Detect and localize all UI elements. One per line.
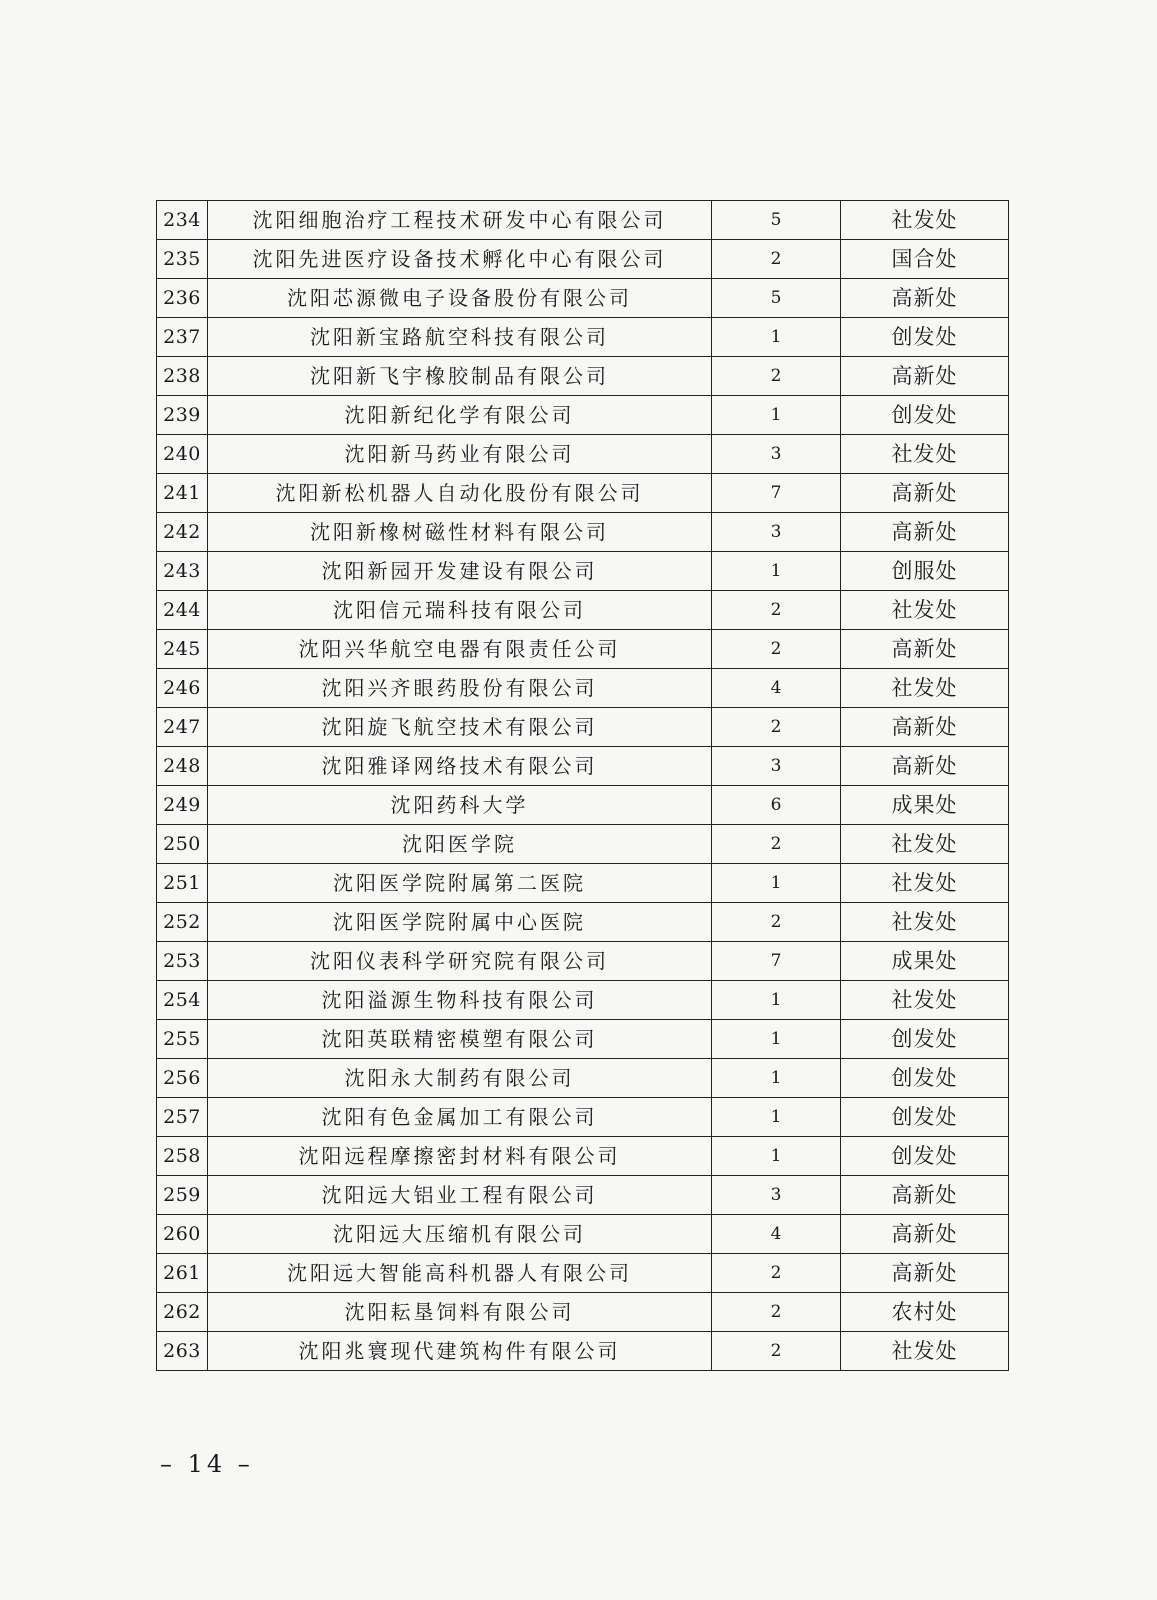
table-row xyxy=(157,630,1009,669)
row-number-cell: 244 xyxy=(157,591,208,630)
table-row xyxy=(157,513,1009,552)
table-row xyxy=(157,357,1009,396)
count-cell: 7 xyxy=(712,474,841,513)
table-row xyxy=(157,1137,1009,1176)
department-cell: 社发处 xyxy=(841,435,1009,474)
row-number-cell: 253 xyxy=(157,942,208,981)
company-name-cell: 沈阳先进医疗设备技术孵化中心有限公司 xyxy=(208,240,712,279)
company-name-cell: 沈阳新纪化学有限公司 xyxy=(208,396,712,435)
table-row xyxy=(157,318,1009,357)
table-row xyxy=(157,747,1009,786)
count-cell: 3 xyxy=(712,1176,841,1215)
row-number-cell: 242 xyxy=(157,513,208,552)
count-cell: 1 xyxy=(712,318,841,357)
department-cell: 社发处 xyxy=(841,669,1009,708)
company-name-cell: 沈阳医学院附属第二医院 xyxy=(208,864,712,903)
company-name-cell: 沈阳远大压缩机有限公司 xyxy=(208,1215,712,1254)
department-cell: 高新处 xyxy=(841,357,1009,396)
count-cell: 3 xyxy=(712,435,841,474)
department-cell: 社发处 xyxy=(841,864,1009,903)
count-cell: 5 xyxy=(712,201,841,240)
table-row xyxy=(157,1332,1009,1371)
table-row xyxy=(157,396,1009,435)
row-number-cell: 255 xyxy=(157,1020,208,1059)
count-cell: 1 xyxy=(712,1098,841,1137)
table-row xyxy=(157,708,1009,747)
table-row xyxy=(157,474,1009,513)
department-cell: 创发处 xyxy=(841,1059,1009,1098)
company-name-cell: 沈阳远程摩擦密封材料有限公司 xyxy=(208,1137,712,1176)
table-row xyxy=(157,825,1009,864)
count-cell: 2 xyxy=(712,357,841,396)
department-cell: 创发处 xyxy=(841,396,1009,435)
count-cell: 1 xyxy=(712,864,841,903)
row-number-cell: 254 xyxy=(157,981,208,1020)
enterprise-table-body xyxy=(157,201,1009,1371)
table-row xyxy=(157,552,1009,591)
row-number-cell: 247 xyxy=(157,708,208,747)
company-name-cell: 沈阳耘垦饲料有限公司 xyxy=(208,1293,712,1332)
company-name-cell: 沈阳新马药业有限公司 xyxy=(208,435,712,474)
department-cell: 创发处 xyxy=(841,1020,1009,1059)
count-cell: 2 xyxy=(712,630,841,669)
count-cell: 2 xyxy=(712,825,841,864)
department-cell: 社发处 xyxy=(841,981,1009,1020)
count-cell: 4 xyxy=(712,669,841,708)
count-cell: 1 xyxy=(712,1059,841,1098)
department-cell: 高新处 xyxy=(841,747,1009,786)
department-cell: 高新处 xyxy=(841,1176,1009,1215)
count-cell: 2 xyxy=(712,1254,841,1293)
table-row xyxy=(157,591,1009,630)
row-number-cell: 243 xyxy=(157,552,208,591)
department-cell: 社发处 xyxy=(841,1332,1009,1371)
department-cell: 高新处 xyxy=(841,630,1009,669)
department-cell: 社发处 xyxy=(841,201,1009,240)
company-name-cell: 沈阳永大制药有限公司 xyxy=(208,1059,712,1098)
count-cell: 2 xyxy=(712,1332,841,1371)
department-cell: 高新处 xyxy=(841,279,1009,318)
row-number-cell: 239 xyxy=(157,396,208,435)
company-name-cell: 沈阳新宝路航空科技有限公司 xyxy=(208,318,712,357)
company-name-cell: 沈阳远大智能高科机器人有限公司 xyxy=(208,1254,712,1293)
company-name-cell: 沈阳新园开发建设有限公司 xyxy=(208,552,712,591)
company-name-cell: 沈阳医学院附属中心医院 xyxy=(208,903,712,942)
table-row xyxy=(157,942,1009,981)
company-name-cell: 沈阳医学院 xyxy=(208,825,712,864)
table-row xyxy=(157,903,1009,942)
company-name-cell: 沈阳新飞宇橡胶制品有限公司 xyxy=(208,357,712,396)
row-number-cell: 238 xyxy=(157,357,208,396)
department-cell: 创服处 xyxy=(841,552,1009,591)
row-number-cell: 235 xyxy=(157,240,208,279)
department-cell: 高新处 xyxy=(841,708,1009,747)
row-number-cell: 252 xyxy=(157,903,208,942)
company-name-cell: 沈阳细胞治疗工程技术研发中心有限公司 xyxy=(208,201,712,240)
department-cell: 高新处 xyxy=(841,474,1009,513)
row-number-cell: 262 xyxy=(157,1293,208,1332)
table-row xyxy=(157,981,1009,1020)
table-row xyxy=(157,435,1009,474)
count-cell: 3 xyxy=(712,513,841,552)
row-number-cell: 261 xyxy=(157,1254,208,1293)
department-cell: 高新处 xyxy=(841,1215,1009,1254)
table-row xyxy=(157,1059,1009,1098)
department-cell: 农村处 xyxy=(841,1293,1009,1332)
row-number-cell: 237 xyxy=(157,318,208,357)
row-number-cell: 249 xyxy=(157,786,208,825)
count-cell: 7 xyxy=(712,942,841,981)
table-row xyxy=(157,1254,1009,1293)
company-name-cell: 沈阳芯源微电子设备股份有限公司 xyxy=(208,279,712,318)
count-cell: 2 xyxy=(712,591,841,630)
count-cell: 5 xyxy=(712,279,841,318)
company-name-cell: 沈阳兴华航空电器有限责任公司 xyxy=(208,630,712,669)
enterprise-table xyxy=(156,200,1009,1371)
table-row xyxy=(157,201,1009,240)
row-number-cell: 241 xyxy=(157,474,208,513)
table-row xyxy=(157,279,1009,318)
department-cell: 社发处 xyxy=(841,825,1009,864)
company-name-cell: 沈阳兆寰现代建筑构件有限公司 xyxy=(208,1332,712,1371)
table-row xyxy=(157,786,1009,825)
table-row xyxy=(157,864,1009,903)
count-cell: 1 xyxy=(712,1137,841,1176)
department-cell: 国合处 xyxy=(841,240,1009,279)
count-cell: 2 xyxy=(712,708,841,747)
count-cell: 1 xyxy=(712,396,841,435)
count-cell: 2 xyxy=(712,903,841,942)
department-cell: 高新处 xyxy=(841,513,1009,552)
company-name-cell: 沈阳有色金属加工有限公司 xyxy=(208,1098,712,1137)
department-cell: 创发处 xyxy=(841,1098,1009,1137)
row-number-cell: 260 xyxy=(157,1215,208,1254)
department-cell: 社发处 xyxy=(841,903,1009,942)
row-number-cell: 236 xyxy=(157,279,208,318)
count-cell: 2 xyxy=(712,1293,841,1332)
row-number-cell: 246 xyxy=(157,669,208,708)
count-cell: 1 xyxy=(712,552,841,591)
table-row xyxy=(157,1020,1009,1059)
company-name-cell: 沈阳药科大学 xyxy=(208,786,712,825)
table-row xyxy=(157,1098,1009,1137)
count-cell: 1 xyxy=(712,1020,841,1059)
row-number-cell: 259 xyxy=(157,1176,208,1215)
company-name-cell: 沈阳英联精密模塑有限公司 xyxy=(208,1020,712,1059)
department-cell: 创发处 xyxy=(841,1137,1009,1176)
page-number: – 14 – xyxy=(160,1450,254,1478)
row-number-cell: 258 xyxy=(157,1137,208,1176)
row-number-cell: 248 xyxy=(157,747,208,786)
company-name-cell: 沈阳新橡树磁性材料有限公司 xyxy=(208,513,712,552)
table-row xyxy=(157,1293,1009,1332)
department-cell: 成果处 xyxy=(841,786,1009,825)
row-number-cell: 251 xyxy=(157,864,208,903)
count-cell: 4 xyxy=(712,1215,841,1254)
table-row xyxy=(157,240,1009,279)
row-number-cell: 263 xyxy=(157,1332,208,1371)
company-name-cell: 沈阳溢源生物科技有限公司 xyxy=(208,981,712,1020)
row-number-cell: 257 xyxy=(157,1098,208,1137)
row-number-cell: 234 xyxy=(157,201,208,240)
company-name-cell: 沈阳信元瑞科技有限公司 xyxy=(208,591,712,630)
table-row xyxy=(157,669,1009,708)
company-name-cell: 沈阳兴齐眼药股份有限公司 xyxy=(208,669,712,708)
department-cell: 社发处 xyxy=(841,591,1009,630)
row-number-cell: 250 xyxy=(157,825,208,864)
department-cell: 成果处 xyxy=(841,942,1009,981)
table-row xyxy=(157,1176,1009,1215)
count-cell: 2 xyxy=(712,240,841,279)
enterprise-table-container xyxy=(156,200,1006,1371)
row-number-cell: 245 xyxy=(157,630,208,669)
count-cell: 1 xyxy=(712,981,841,1020)
company-name-cell: 沈阳雅译网络技术有限公司 xyxy=(208,747,712,786)
table-row xyxy=(157,1215,1009,1254)
count-cell: 6 xyxy=(712,786,841,825)
department-cell: 高新处 xyxy=(841,1254,1009,1293)
department-cell: 创发处 xyxy=(841,318,1009,357)
company-name-cell: 沈阳新松机器人自动化股份有限公司 xyxy=(208,474,712,513)
company-name-cell: 沈阳仪表科学研究院有限公司 xyxy=(208,942,712,981)
count-cell: 3 xyxy=(712,747,841,786)
row-number-cell: 256 xyxy=(157,1059,208,1098)
row-number-cell: 240 xyxy=(157,435,208,474)
company-name-cell: 沈阳远大铝业工程有限公司 xyxy=(208,1176,712,1215)
company-name-cell: 沈阳旋飞航空技术有限公司 xyxy=(208,708,712,747)
